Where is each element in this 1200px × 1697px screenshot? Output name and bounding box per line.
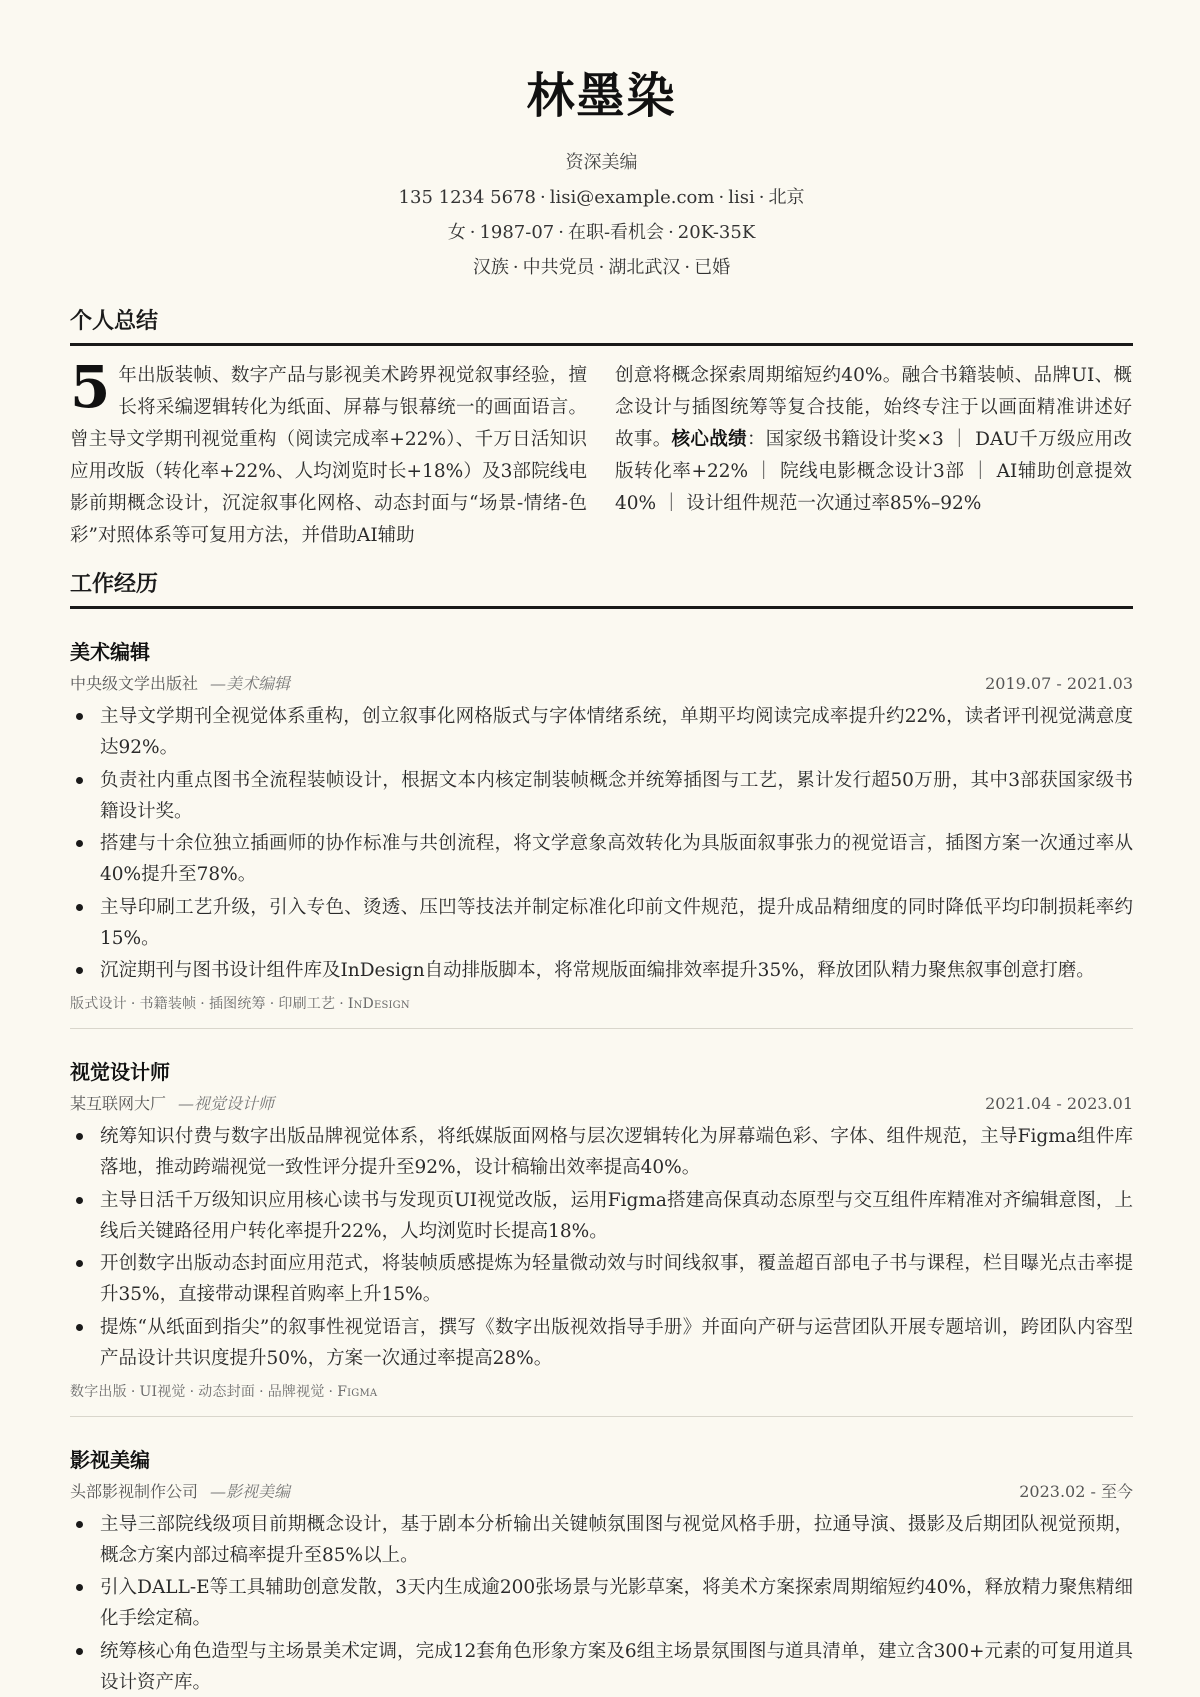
bullet-dot-icon xyxy=(76,713,83,720)
job-subtitle: —美术编辑 xyxy=(210,674,291,693)
bullet-item xyxy=(70,1121,1133,1183)
job-company-block xyxy=(70,673,290,695)
bullet-item xyxy=(70,892,1133,954)
job-date: 2023.02 - 至今 xyxy=(1019,1481,1133,1501)
bullet-dot-icon xyxy=(76,1584,83,1591)
separator-dot: · xyxy=(130,996,136,1012)
job-bullets xyxy=(70,701,1133,986)
job-title: 美术编辑 xyxy=(70,640,150,664)
bullet-text: 主导三部院线级项目前期概念设计，基于剧本分析输出关键帧氛围图与视觉风格手册，拉通导演、摄影及后期团队视觉预期，概念方案内部过稿率提升至85%以上。 xyxy=(100,1513,1133,1566)
separator-dot: · xyxy=(259,1383,264,1400)
bullet-item xyxy=(70,1509,1133,1571)
resume-header xyxy=(70,0,1133,281)
summary-right-column xyxy=(615,360,1132,552)
bullet-dot-icon xyxy=(76,1260,83,1267)
job-company: 头部影视制作公司 xyxy=(70,1481,199,1501)
job-list xyxy=(70,609,1133,1697)
bullet-dot-icon xyxy=(76,840,83,847)
background-item: 已婚 xyxy=(694,257,731,278)
job-company: 中央级文学出版社 xyxy=(70,674,199,693)
job-entry xyxy=(70,1417,1133,1697)
bullet-item xyxy=(70,1185,1133,1247)
core-achievements-label: 核心战绩 xyxy=(671,429,747,450)
separator-dot: · xyxy=(189,1383,195,1400)
skill-tag: 品牌视觉 xyxy=(267,1383,325,1400)
contact-item: 北京 xyxy=(768,187,805,208)
candidate-name: 林墨染 xyxy=(526,68,677,124)
bullet-dot-icon xyxy=(76,1648,83,1655)
summary-text-left: 年出版装帧、数字产品与影视美术跨界视觉叙事经验，擅长将采编逻辑转化为纸面、屏幕与银幕统一的画面语言。曾主导文学期刊视觉重构（阅读完成率+22%）、千万日活知识应用改版（转化率+22%、人均浏览时长+18%）及3部院线电影前期概念设计，沉淀叙事化网格、动态封面与“场景-情绪-色彩”对照体系等可复用方法，并借助AI辅助 xyxy=(70,365,587,546)
bullet-text: 主导日活千万级知识应用核心读书与发现页UI视觉改版，运用Figma搭建高保真动态原型与交互组件库精准对齐编辑意图，上线后关键路径用户转化率提升22%，人均浏览时长提高18%。 xyxy=(100,1189,1133,1242)
bullet-text: 主导文学期刊全视觉体系重构，创立叙事化网格版式与字体情绪系统，单期平均阅读完成率提升约22%，读者评刊视觉满意度达92%。 xyxy=(100,706,1133,758)
bullet-item xyxy=(70,1312,1133,1374)
skill-tag: 书籍装帧 xyxy=(139,996,197,1012)
personal-info xyxy=(70,220,1133,246)
job-subtitle: —影视美编 xyxy=(210,1481,291,1501)
job-entry xyxy=(70,1029,1133,1417)
summary-left-column xyxy=(70,353,587,552)
separator-dot: · xyxy=(718,187,725,208)
work-section xyxy=(70,568,1133,1697)
separator-dot: · xyxy=(668,222,674,243)
job-company-block xyxy=(70,1481,290,1503)
separator-dot: · xyxy=(130,1383,136,1400)
resume-page xyxy=(70,0,1133,1697)
job-entry xyxy=(70,609,1133,1029)
separator-dot: · xyxy=(539,187,546,208)
bullet-text: 统筹知识付费与数字出版品牌视觉体系，将纸媒版面网格与层次逻辑转化为屏幕端色彩、字体、组件规范，主导Figma组件库落地，推动跨端视觉一致性评分提升至92%，设计稿输出效率提高40%。 xyxy=(100,1126,1133,1178)
bullet-text: 统筹核心角色造型与主场景美术定调，完成12套角色形象方案及6组主场景氛围图与道具清单，建立含300+元素的可复用道具设计资产库。 xyxy=(100,1640,1133,1693)
bullet-item xyxy=(70,1572,1133,1634)
section-title-work: 工作经历 xyxy=(70,571,159,597)
job-tags xyxy=(70,1382,1133,1402)
bullet-dot-icon xyxy=(76,904,83,911)
separator-dot: · xyxy=(339,996,344,1012)
core-achievements-text: ：国家级书籍设计奖×3 ｜ DAU千万级应用改版转化率+22% ｜ 院线电影概念设计3部 ｜ AI辅助创意提效40% ｜ 设计组件规范一次通过率85%–92% xyxy=(615,429,1132,514)
bullet-text: 主导印刷工艺升级，引入专色、烫透、压凹等技法并制定标准化印前文件规范，提升成品精细度的同时降低平均印制损耗率约15%。 xyxy=(100,896,1133,949)
bullet-text: 搭建与十余位独立插画师的协作标准与共创流程，将文学意象高效转化为具版面叙事张力的视觉语言，插图方案一次通过率从40%提升至78%。 xyxy=(100,833,1133,885)
contact-item: 135 1234 5678 xyxy=(398,187,536,208)
separator-dot: · xyxy=(512,257,519,278)
job-title: 视觉设计师 xyxy=(70,1060,170,1084)
job-company: 某互联网大厂 xyxy=(70,1094,167,1113)
contact-item: lisi@example.com xyxy=(549,187,715,208)
separator-dot: · xyxy=(684,257,691,278)
bullet-item xyxy=(70,701,1133,763)
separator-dot: · xyxy=(598,257,605,278)
personal-item: 20K-35K xyxy=(677,222,756,243)
bullet-text: 负责社内重点图书全流程装帧设计，根据文本内核定制装帧概念并统筹插图与工艺，累计发行超50万册，其中3部获国家级书籍设计奖。 xyxy=(100,769,1133,822)
skill-tag: UI视觉 xyxy=(139,1383,186,1400)
skill-tag: Figma xyxy=(337,1383,378,1400)
skill-tag: 版式设计 xyxy=(70,996,127,1012)
bullet-item xyxy=(70,1636,1133,1697)
personal-item: 在职-看机会 xyxy=(567,222,665,243)
bullet-dot-icon xyxy=(76,1324,83,1331)
job-bullets xyxy=(70,1509,1133,1697)
skill-tag: InDesign xyxy=(347,996,410,1012)
skill-tag: 印刷工艺 xyxy=(278,996,336,1012)
background-item: 湖北武汉 xyxy=(608,257,681,278)
bullet-item xyxy=(70,828,1133,890)
job-meta xyxy=(70,1093,1133,1115)
bullet-text: 开创数字出版动态封面应用范式，将装帧质感提炼为轻量微动效与时间线叙事，覆盖超百部电子书与课程，栏目曝光点击率提升35%，直接带动课程首购率上升15%。 xyxy=(100,1253,1133,1305)
bullet-text: 沉淀期刊与图书设计组件库及InDesign自动排版脚本，将常规版面编排效率提升35%，释放团队精力聚焦叙事创意打磨。 xyxy=(100,960,1095,981)
separator-dot: · xyxy=(328,1383,334,1400)
separator-dot: · xyxy=(758,187,765,208)
bullet-item xyxy=(70,955,1133,986)
bullet-item xyxy=(70,765,1133,827)
skill-tag: 插图统筹 xyxy=(208,996,266,1012)
separator-dot: · xyxy=(469,222,476,243)
background-item: 汉族 xyxy=(472,257,509,278)
bullet-dot-icon xyxy=(76,1133,83,1140)
separator-dot: · xyxy=(200,996,205,1012)
summary-body xyxy=(70,353,1133,552)
background-info xyxy=(70,255,1133,281)
summary-text-right: 创意将概念探索周期缩短约40%。融合书籍装帧、品牌UI、概念设计与插图统筹等复合技能，始终专注于以画面精准讲述好故事。 xyxy=(615,365,1132,450)
job-tags xyxy=(70,994,1133,1014)
job-title: 影视美编 xyxy=(70,1447,150,1472)
bullet-text: 引入DALL-E等工具辅助创意发散，3天内生成逾200张场景与光影草案，将美术方案探索周期缩短约40%，释放精力聚焦精细化手绘定稿。 xyxy=(100,1577,1133,1629)
section-divider xyxy=(70,343,1133,346)
job-subtitle: —视觉设计师 xyxy=(178,1094,275,1113)
personal-item: 女 xyxy=(447,222,466,243)
separator-dot: · xyxy=(558,222,564,243)
contact-item: lisi xyxy=(728,187,755,208)
background-item: 中共党员 xyxy=(522,257,595,278)
job-date: 2021.04 - 2023.01 xyxy=(985,1094,1133,1113)
job-bullets xyxy=(70,1121,1133,1374)
job-company-block xyxy=(70,1093,274,1115)
summary-section xyxy=(70,305,1133,552)
job-meta xyxy=(70,1481,1133,1503)
bullet-dot-icon xyxy=(76,1521,83,1528)
bullet-dot-icon xyxy=(76,967,83,974)
contact-info xyxy=(70,185,1133,211)
skill-tag: 数字出版 xyxy=(70,1383,127,1400)
summary-dropcap: 5 xyxy=(70,353,111,421)
separator-dot: · xyxy=(269,996,275,1012)
skill-tag: 动态封面 xyxy=(198,1383,256,1400)
section-title-summary: 个人总结 xyxy=(70,308,159,334)
bullet-dot-icon xyxy=(76,1197,83,1204)
bullet-dot-icon xyxy=(76,777,83,784)
bullet-item xyxy=(70,1248,1133,1310)
personal-item: 1987-07 xyxy=(479,222,555,243)
job-date: 2019.07 - 2021.03 xyxy=(985,674,1133,693)
bullet-text: 提炼“从纸面到指尖”的叙事性视觉语言，撰写《数字出版视效指导手册》并面向产研与运营团队开展专题培训，跨团队内容型产品设计共识度提升50%，方案一次通过率提高28%。 xyxy=(100,1316,1133,1369)
job-meta xyxy=(70,673,1133,695)
candidate-role: 资深美编 xyxy=(565,152,638,173)
